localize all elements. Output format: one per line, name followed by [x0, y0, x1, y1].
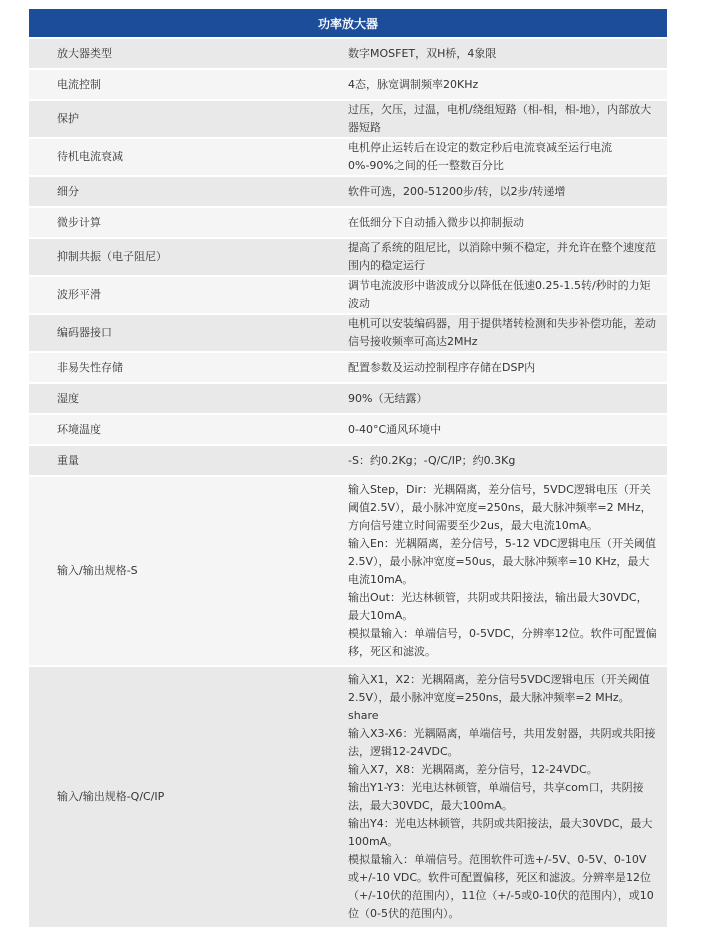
- row-value: 配置参数及运动控制程序存储在DSP内: [348, 353, 667, 382]
- row-key: 保护: [29, 101, 348, 137]
- table-title: 功率放大器: [29, 9, 667, 37]
- row-key: 输入/输出规格-Q/C/IP: [29, 667, 348, 927]
- row-key: 细分: [29, 177, 348, 206]
- table-row: [29, 177, 667, 206]
- row-value: 在低细分下自动插入微步以抑制振动: [348, 208, 667, 237]
- row-value: 电机停止运转后在设定的数定秒后电流衰减至运行电流0%-90%之间的任一整数百分比: [348, 139, 667, 175]
- table-row: [29, 477, 667, 665]
- row-key: 抑制共振（电子阻尼）: [29, 239, 348, 275]
- table-row: [29, 239, 667, 275]
- table-row: [29, 101, 667, 137]
- row-key: 待机电流衰减: [29, 139, 348, 175]
- row-value: 软件可选，200-51200步/转，以2步/转递增: [348, 177, 667, 206]
- row-value: -S：约0.2Kg；-Q/C/IP；约0.3Kg: [348, 446, 667, 475]
- row-value: 数字MOSFET，双H桥，4象限: [348, 39, 667, 68]
- row-key: 波形平滑: [29, 277, 348, 313]
- row-key: 环境温度: [29, 415, 348, 444]
- row-value: 输入X1，X2：光耦隔离，差分信号5VDC逻辑电压（开关阈值2.5V），最小脉冲宽度=250ns，最大脉冲频率=2 MHz。 share 输入X3-X6：光耦隔离，单端信号，共用发射器，共阴或共阳接法，逻辑12-24VDC。 输入X7，X8：光耦隔离，差分信号，12-24VDC。 输出Y1-Y3：光电达林顿管，单端信号，共享com口，共阴接法，最大30VDC，最大100mA。 输出Y4：光电达林顿管，共阴或共阳接法，最大30VDC，最大100mA。 模拟量输入：单端信号。范围软件可选+/-5V、0-5V、0-10V或+/-10 VDC。软件可配置偏移，死区和滤波。分辨率是12位（+/-10伏的范围内），11位（+/-5或0-10伏的范围内），或10位（0-5伏的范围内）。: [348, 667, 667, 927]
- row-value: 过压，欠压，过温，电机/绕组短路（相-相，相-地），内部放大器短路: [348, 101, 667, 137]
- row-key: 湿度: [29, 384, 348, 413]
- table-header-row: [29, 9, 667, 37]
- row-value: 调节电流波形中谐波成分以降低在低速0.25-1.5转/秒时的力矩波动: [348, 277, 667, 313]
- row-value: 0-40°C通风环境中: [348, 415, 667, 444]
- table-row: [29, 39, 667, 68]
- table-row: [29, 384, 667, 413]
- row-key: 非易失性存储: [29, 353, 348, 382]
- table-row: [29, 667, 667, 927]
- row-key: 放大器类型: [29, 39, 348, 68]
- row-key: 微步计算: [29, 208, 348, 237]
- row-value: 电机可以安装编码器，用于提供堵转检测和失步补偿功能，差动信号接收频率可高达2MHz: [348, 315, 667, 351]
- table-row: [29, 353, 667, 382]
- row-key: 电流控制: [29, 70, 348, 99]
- table-row: [29, 277, 667, 313]
- row-value: 提高了系统的阻尼比，以消除中频不稳定，并允许在整个速度范围内的稳定运行: [348, 239, 667, 275]
- row-key: 输入/输出规格-S: [29, 477, 348, 665]
- row-value: 90%（无结露）: [348, 384, 667, 413]
- table-row: [29, 70, 667, 99]
- row-value: 输入Step，Dir：光耦隔离，差分信号，5VDC逻辑电压（开关阈值2.5V），最小脉冲宽度=250ns，最大脉冲频率=2 MHz，方向信号建立时间需要至少2us，最大电流10mA。 输入En：光耦隔离，差分信号，5-12 VDC逻辑电压（开关阈值2.5V），最小脉冲宽度=50us，最大脉冲频率=10 KHz，最大电流10mA。 输出Out：光达林顿管，共阴或共阳接法，输出最大30VDC，最大10mA。 模拟量输入：单端信号，0-5VDC，分辨率12位。软件可配置偏移，死区和滤波。: [348, 477, 667, 665]
- row-value: 4态，脉宽调制频率20KHz: [348, 70, 667, 99]
- table-row: [29, 208, 667, 237]
- table-row: [29, 139, 667, 175]
- table-row: [29, 446, 667, 475]
- row-key: 编码器接口: [29, 315, 348, 351]
- table-row: [29, 315, 667, 351]
- spec-table-container: [29, 7, 667, 929]
- table-row: [29, 415, 667, 444]
- row-key: 重量: [29, 446, 348, 475]
- spec-table: [29, 7, 667, 929]
